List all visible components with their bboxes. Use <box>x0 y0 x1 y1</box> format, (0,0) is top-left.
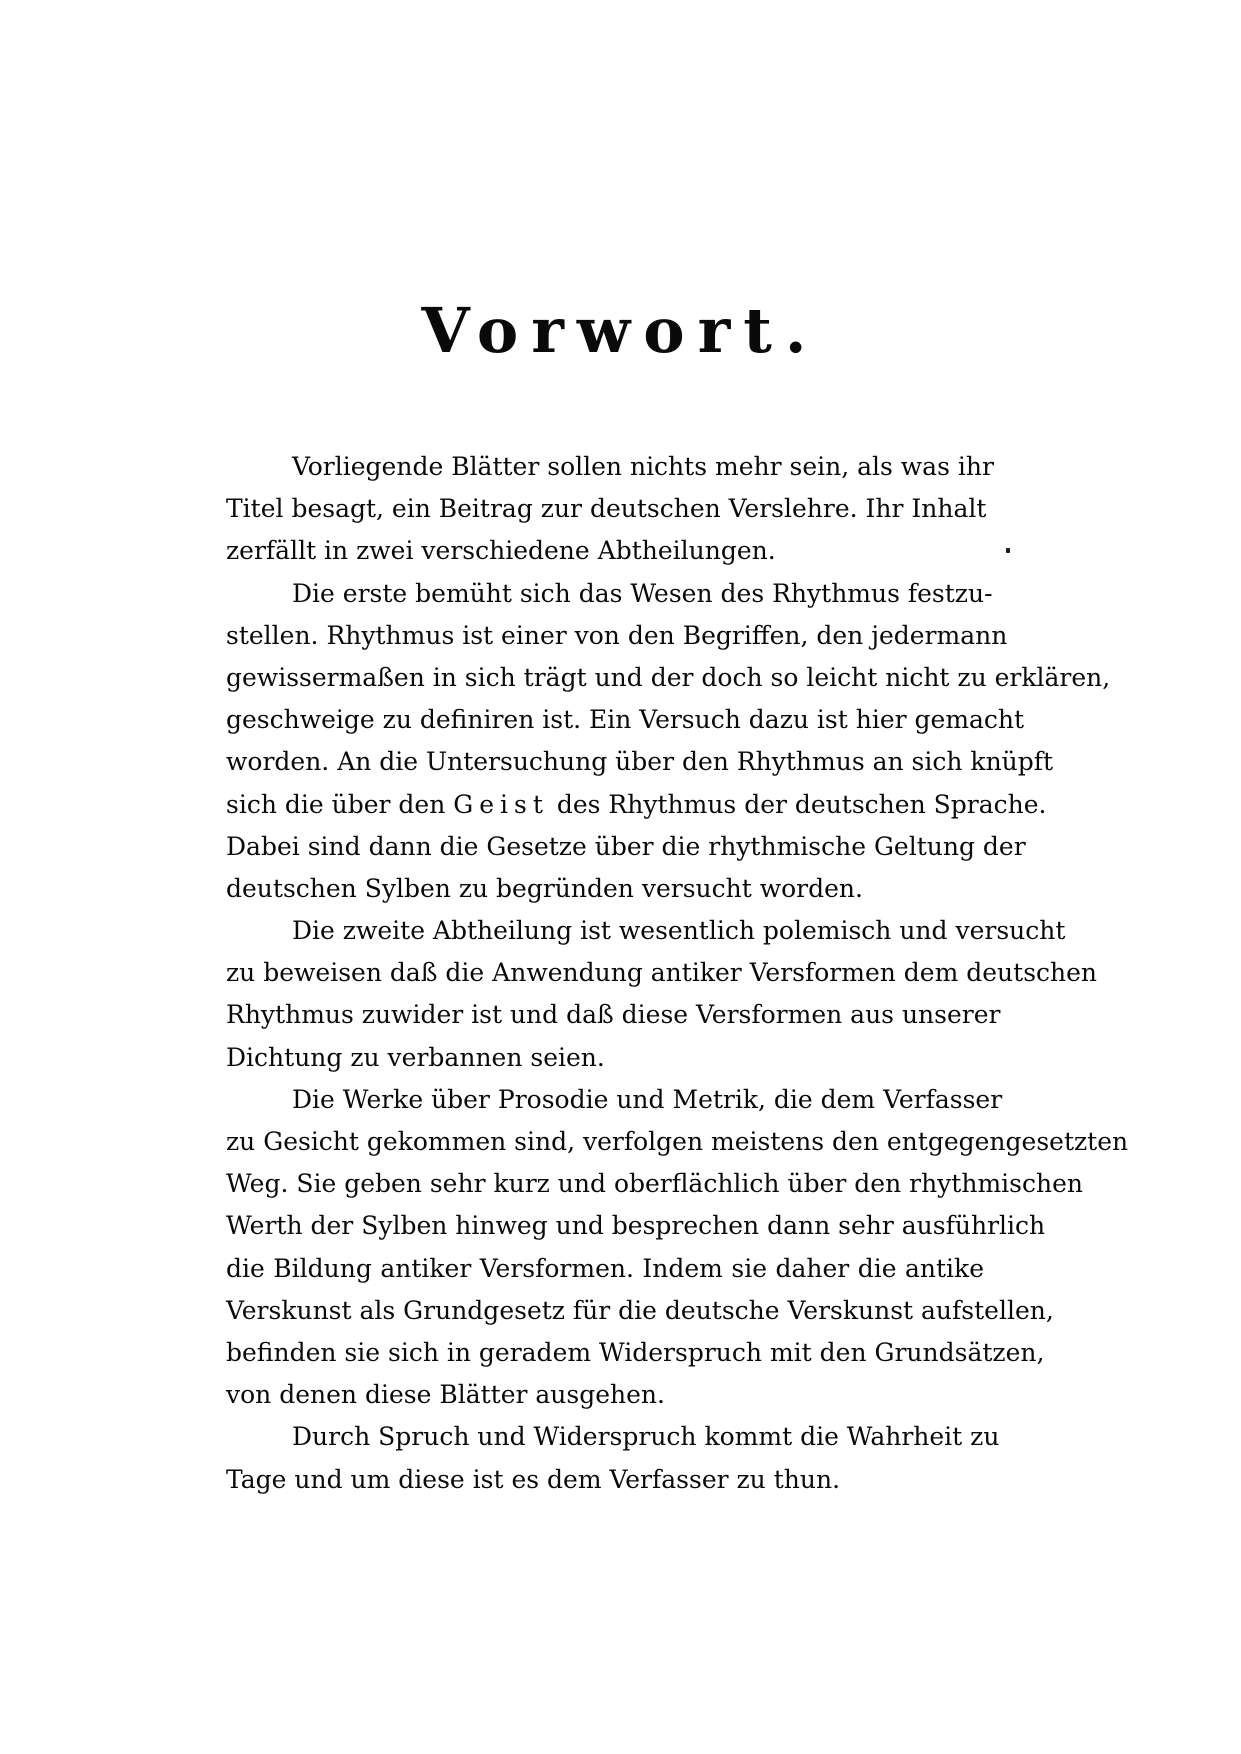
text-line: die Bildung antiker Versformen. Indem sie daher die antike <box>226 1253 984 1283</box>
text-line: zu Gesicht gekommen sind, verfolgen meistens den entgegengesetzten <box>226 1127 1129 1156</box>
emphasized-word: Geist <box>453 789 549 819</box>
text-line: stellen. Rhythmus ist einer von den Begriffen, den jedermann <box>226 620 1008 650</box>
text-line: von denen diese Blätter ausgehen. <box>226 1380 665 1410</box>
text-segment: sich die über den <box>226 789 446 819</box>
text-line: gewissermaßen in sich trägt und der doch so leicht nicht zu erklären, <box>226 662 1111 692</box>
paragraph-1 <box>226 446 994 573</box>
preface-body <box>226 446 1129 1501</box>
paragraph-3 <box>226 910 1098 1079</box>
text-line: Die erste bemüht sich das Wesen des Rhythmus festzu- <box>292 578 993 608</box>
page-title: Vorwort. <box>421 294 820 367</box>
paragraph-5 <box>226 1416 1000 1500</box>
print-speck <box>1006 548 1010 553</box>
paragraph-2 <box>226 573 1111 911</box>
text-line: worden. An die Untersuchung über den Rhythmus an sich knüpft <box>226 747 1054 777</box>
paragraph-4 <box>226 1079 1129 1417</box>
text-line: Weg. Sie geben sehr kurz und oberflächlich über den rhythmischen <box>226 1169 1083 1199</box>
text-line: Dichtung zu verbannen seien. <box>226 1042 605 1072</box>
text-line: Titel besagt, ein Beitrag zur deutschen Verslehre. Ihr Inhalt <box>226 494 987 524</box>
text-line: Verskunst als Grundgesetz für die deutsche Verskunst aufstellen, <box>226 1295 1054 1325</box>
text-line: zu beweisen daß die Anwendung antiker Versformen dem deutschen <box>226 958 1098 988</box>
text-line: deutschen Sylben zu begründen versucht worden. <box>226 873 863 903</box>
text-line-with-emphasis <box>226 784 1047 826</box>
text-line: geschweige zu definiren ist. Ein Versuch dazu ist hier gemacht <box>226 705 1025 735</box>
text-line: zerfällt in zwei verschiedene Abtheilungen. <box>226 536 776 566</box>
text-line: Die Werke über Prosodie und Metrik, die dem Verfasser <box>292 1084 1003 1114</box>
text-line: Werth der Sylben hinweg und besprechen dann sehr ausführlich <box>226 1211 1046 1241</box>
text-line: Durch Spruch und Widerspruch kommt die Wahrheit zu <box>292 1422 1000 1452</box>
text-segment: des Rhythmus der deutschen Sprache. <box>556 789 1047 819</box>
text-line: befinden sie sich in geradem Widerspruch mit den Grundsätzen, <box>226 1337 1045 1367</box>
text-line: Die zweite Abtheilung ist wesentlich polemisch und versucht <box>292 916 1066 946</box>
text-line: Rhythmus zuwider ist und daß diese Versformen aus unserer <box>226 1000 1001 1030</box>
text-line: Tage und um diese ist es dem Verfasser zu thun. <box>226 1464 841 1494</box>
text-line: Dabei sind dann die Gesetze über die rhythmische Geltung der <box>226 831 1026 861</box>
text-line: Vorliegende Blätter sollen nichts mehr sein, als was ihr <box>292 452 994 481</box>
